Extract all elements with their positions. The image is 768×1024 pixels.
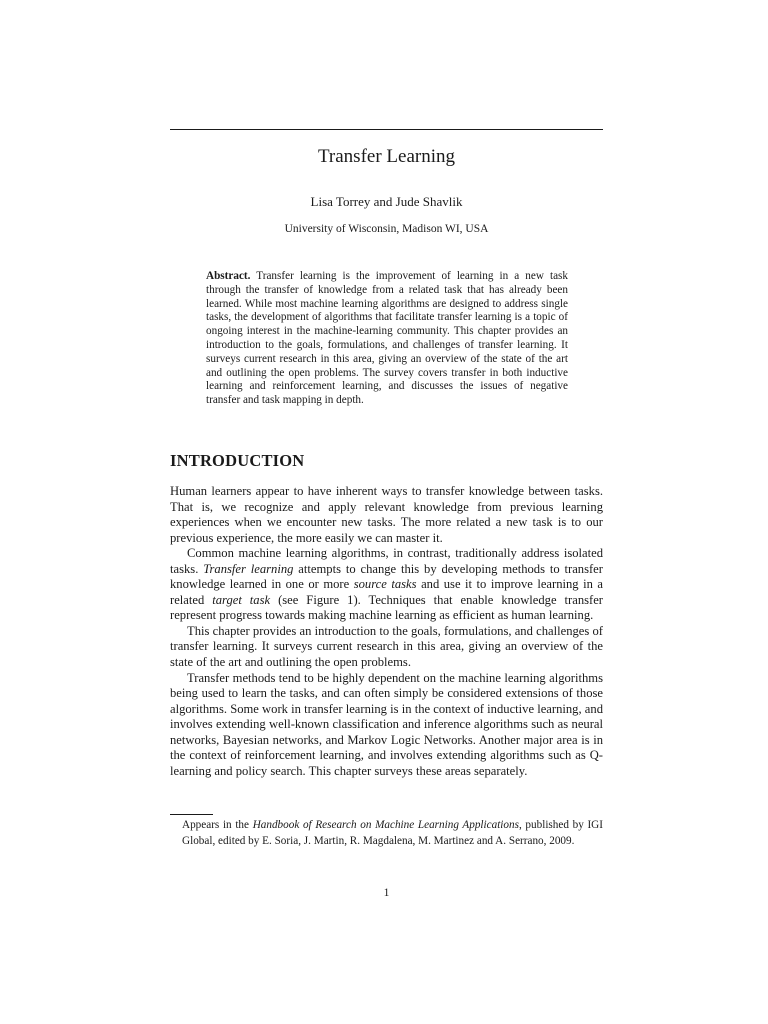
paragraph-4: Transfer methods tend to be highly dependent on the machine learning algorithms being used to learn the tasks, and can often simply be considered extensions of those algorithms. Some work in transfer learning is in the context of inductive learning, and involves extending well-known classification and inference algorithms such as neural networks, Bayesian networks, and Markov Logic Networks. Another major area is in the context of reinforcement learning, and involves extending algorithms such as Q-learning and policy search. This chapter surveys these areas separately. — [170, 670, 603, 778]
paragraph-2-part-b: attempts to change this by developing methods to transfer knowledge learned in one or more — [170, 561, 603, 592]
section-heading-introduction: INTRODUCTION — [170, 451, 305, 470]
author-affiliation: University of Wisconsin, Madison WI, USA — [284, 223, 489, 235]
paper-title: Transfer Learning — [317, 146, 455, 167]
abstract-block — [206, 270, 568, 408]
paragraph-1: Human learners appear to have inherent ways to transfer knowledge between tasks. That is, we recognize and apply relevant knowledge from previous learning experiences when we encounter new tasks. The more related a new task is to our previous experience, the more easily we can master it. — [170, 484, 603, 545]
footnote — [182, 818, 603, 849]
footnote-rule — [170, 814, 213, 815]
footnote-part-a: Appears in the — [182, 819, 249, 831]
term-source-tasks: source tasks — [353, 577, 417, 592]
footnote-part-b: , published by IGI Global, edited by E. Soria, J. Martin, R. Magdalena, M. Martinez and A. Serrano, 2009. — [182, 819, 603, 847]
paragraph-2-part-d: (see Figure 1). Techniques that enable knowledge transfer represent progress towards making machine learning as efficient as human learning. — [170, 592, 603, 623]
paragraph-2 — [170, 546, 603, 624]
abstract-label: Abstract. — [206, 270, 251, 282]
author-list: Lisa Torrey and Jude Shavlik — [310, 194, 463, 209]
footnote-book-title: Handbook of Research on Machine Learning Applications — [252, 819, 519, 831]
term-target-task: target task — [212, 592, 271, 607]
term-transfer-learning: Transfer learning — [203, 561, 294, 576]
paragraph-2-part-a: Common machine learning algorithms, in contrast, traditionally address isolated tasks. — [170, 546, 603, 576]
abstract-text: Transfer learning is the improvement of learning in a new task through the transfer of knowledge from a related task that has already been learned. While most machine learning algorithms are designed to address single tasks, the development of algorithms that facilitate transfer learning is a topic of ongoing interest in the machine-learning community. This chapter provides an introduction to the goals, formulations, and challenges of transfer learning. It surveys current research in this area, giving an overview of the state of the art and outlining the open problems. The survey covers transfer in both inductive learning and reinforcement learning, and discusses the issues of negative transfer and task mapping in depth. — [206, 270, 568, 407]
paragraph-2-part-c: and use it to improve learning in a related — [170, 577, 604, 607]
paragraph-3: This chapter provides an introduction to the goals, formulations, and challenges of transfer learning. It surveys current research in this area, giving an overview of the state of the art and outlining the open problems. — [170, 623, 603, 670]
page-number: 1 — [383, 887, 390, 899]
title-top-rule — [170, 129, 603, 130]
introduction-body — [170, 484, 603, 779]
